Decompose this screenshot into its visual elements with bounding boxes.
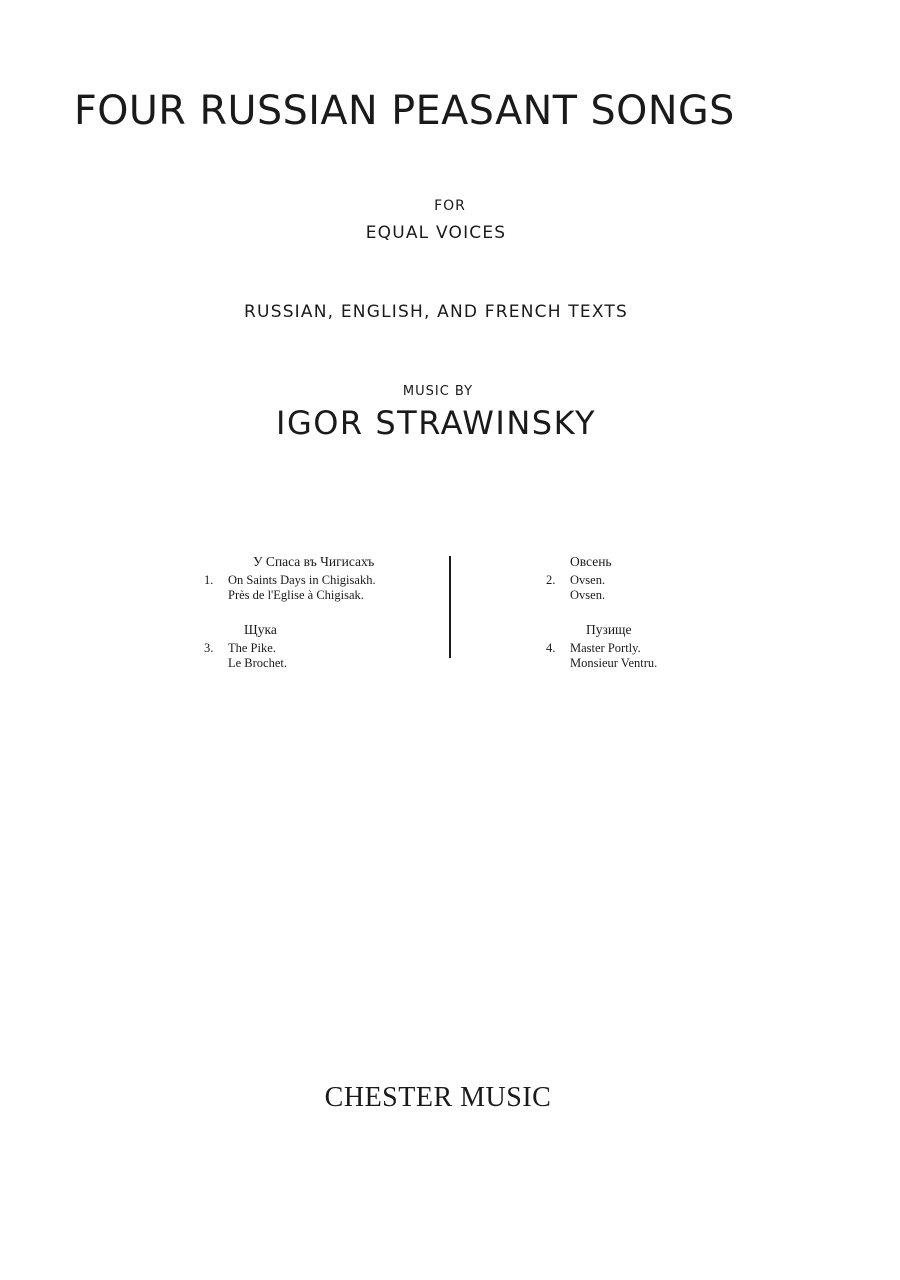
song-russian-title: У Спаса въ Чигисахъ xyxy=(253,554,375,569)
song-english-title: Ovsen. xyxy=(570,573,606,587)
song-item-2 xyxy=(546,554,612,603)
song-russian-title: Пузище xyxy=(586,622,632,637)
song-item-1 xyxy=(204,554,376,603)
song-number: 1. xyxy=(204,573,214,587)
page-title: FOUR RUSSIAN PEASANT SONGS xyxy=(74,88,735,134)
song-french-title: Ovsen. xyxy=(570,588,606,602)
music-by-label: MUSIC BY xyxy=(402,384,474,399)
voices-label: EQUAL VOICES xyxy=(365,223,507,243)
song-french-title: Monsieur Ventru. xyxy=(570,656,658,670)
song-number: 4. xyxy=(546,641,556,655)
song-item-3 xyxy=(204,622,287,671)
song-english-title: On Saints Days in Chigisakh. xyxy=(228,573,376,587)
for-label: FOR xyxy=(434,198,466,214)
song-russian-title: Овсень xyxy=(570,554,612,569)
song-number: 3. xyxy=(204,641,214,655)
song-number: 2. xyxy=(546,573,556,587)
song-item-4 xyxy=(546,622,657,671)
texts-label: RUSSIAN, ENGLISH, AND FRENCH TEXTS xyxy=(244,302,628,322)
song-french-title: Près de l'Eglise à Chigisak. xyxy=(228,588,364,602)
song-russian-title: Щука xyxy=(244,622,277,637)
composer-name: IGOR STRAWINSKY xyxy=(276,404,596,442)
publisher-name: CHESTER MUSIC xyxy=(324,1082,552,1113)
song-french-title: Le Brochet. xyxy=(228,656,288,670)
song-english-title: The Pike. xyxy=(228,641,276,655)
column-divider xyxy=(449,556,451,658)
song-english-title: Master Portly. xyxy=(570,641,641,655)
song-list xyxy=(0,550,900,690)
